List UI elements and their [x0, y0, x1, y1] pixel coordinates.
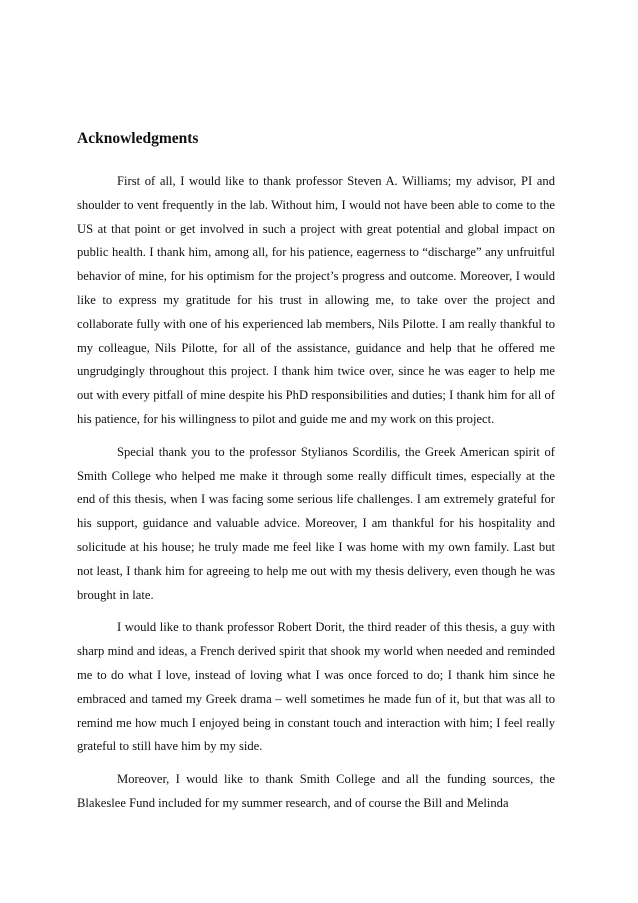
paragraph-scordilis: Special thank you to the professor Stylianos Scordilis, the Greek American spirit of Smith College who helped me make it through some really difficult times, especially at the end of this thesis, when I was facing some serious life challenges. I am extremely grateful for his support, guidance and valuable advice. Moreover, I am thankful for his hospitality and solicitude at his house; he truly made me feel like I was home with my own family. Last but not least, I thank him for agreeing to help me out with my thesis delivery, even though he was brought in late.: [77, 444, 555, 602]
paragraph-dorit: I would like to thank professor Robert Dorit, the third reader of this thesis, a guy with sharp mind and ideas, a French derived spirit that shook my world when needed and reminded me to do what I love, instead of loving what I was once forced to do; I thank him since he embraced and tamed my Greek drama – well sometimes he made fun of it, but that was all to remind me how much I enjoyed being in constant touch and interaction with him; I feel really grateful to still have him by my side.: [77, 620, 555, 754]
acknowledgments-heading: Acknowledgments: [77, 130, 199, 147]
paragraph-williams: First of all, I would like to thank professor Steven A. Williams; my advisor, PI and shoulder to vent frequently in the lab. Without him, I would not have been able to come to the US at that point or get involved in such a project with great potential and global impact on public health. I thank him, among all, for his patience, eagerness to “discharge” any unfruitful behavior of mine, for his optimism for the project’s progress and outcome. Moreover, I would like to express my gratitude for his trust in allowing me, to take over the project and collaborate fully with one of his experienced lab members, Nils Pilotte. I am really thankful to my colleague, Nils Pilotte, for all of the assistance, guidance and help that he offered me ungrudgingly throughout this project. I thank him twice over, since he was eager to help me out with every pitfall of mine despite his PhD responsibilities and duties; I thank him for all of his patience, for his willingness to pilot and guide me and my work on this project.: [77, 174, 555, 426]
document-page: [77, 128, 555, 816]
paragraph-funding: Moreover, I would like to thank Smith College and all the funding sources, the Blakeslee Fund included for my summer research, and of course the Bill and Melinda: [77, 772, 555, 810]
